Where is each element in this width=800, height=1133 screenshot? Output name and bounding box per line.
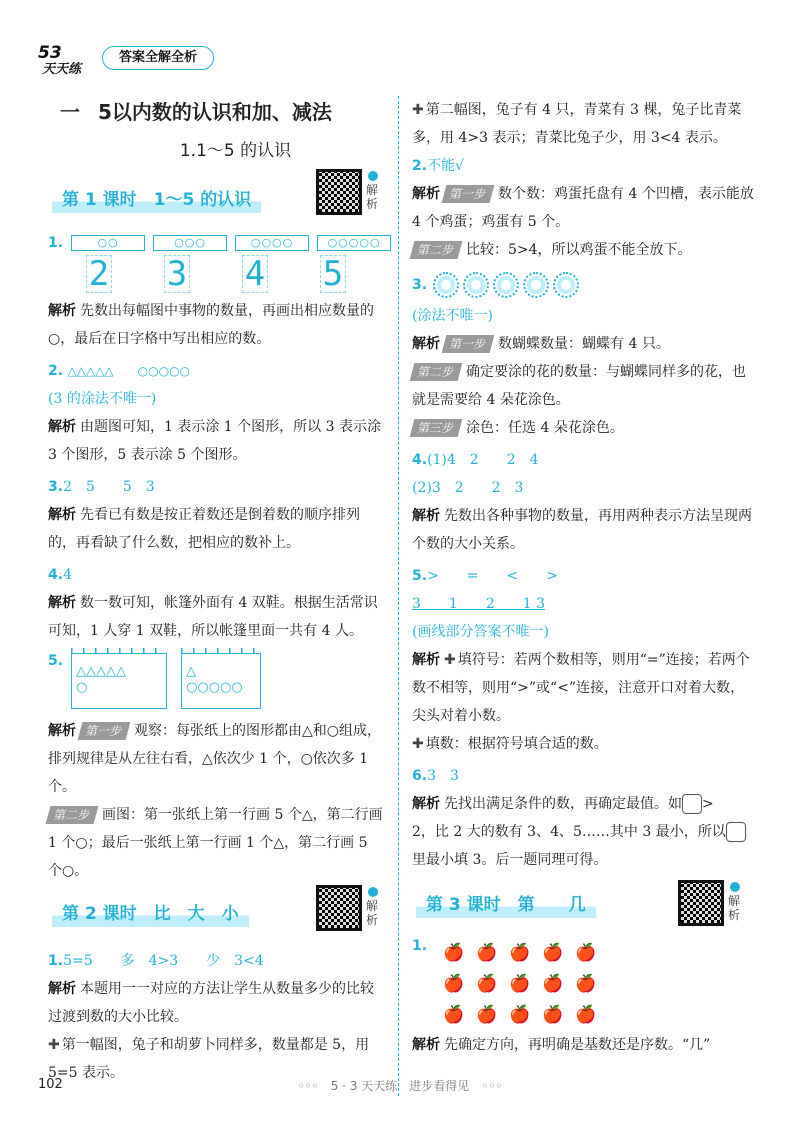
- lesson-1-header: [48, 175, 383, 233]
- analysis-label: 解析: [412, 652, 440, 668]
- bullet-icon: ✚: [412, 736, 424, 752]
- paper-sheet: [71, 653, 167, 709]
- sheet-row: ○○○○○: [186, 680, 243, 695]
- footer-slogan: ◦◦◦ 5 · 3 天天练 进步看得见 ◦◦◦: [297, 1079, 503, 1093]
- apple-icon: 🍎: [442, 1005, 465, 1025]
- analysis-label: 解析: [412, 336, 440, 352]
- analysis-label: 解析: [48, 595, 76, 611]
- apple-icon: 🍎: [541, 1005, 564, 1025]
- analysis-text: 观察：每张纸上的图形都由△和○组成，排列规律是从左往右看，△依次少 1 个，○依次多 1 个。: [48, 723, 381, 795]
- qr-label: 解析: [366, 183, 379, 211]
- question-number: 5.: [48, 653, 64, 669]
- step-badge: 第三步: [410, 419, 463, 437]
- qr-code[interactable]: [316, 885, 362, 931]
- answer-note: (3 的涂法不唯一): [48, 391, 157, 407]
- question-number: 3.: [48, 479, 64, 495]
- flower-icon: [523, 272, 549, 298]
- digit-grid: 2: [86, 255, 112, 293]
- answer-shapes: △△△△△ ○○○○○: [67, 364, 191, 378]
- left-column: [48, 96, 383, 1091]
- dot-box: ○○○○: [235, 235, 309, 251]
- apple-icon: 🍎: [574, 974, 597, 994]
- analysis-label: 解析: [48, 303, 76, 319]
- apple-icon: 🍎: [442, 974, 465, 994]
- flower-icon: [493, 272, 519, 298]
- apple-icon: 🍎: [442, 943, 465, 963]
- svg-text:天天练: 天天练: [42, 62, 82, 76]
- analysis-text: 先找出满足条件的数，再确定最值。如: [444, 796, 682, 812]
- analysis-text: 2，比 2 大的数有 3、4、5……其中 3 最小，所以: [412, 824, 726, 840]
- question-number: 1.: [412, 938, 428, 954]
- analysis-text: 先数出每幅图中事物的数量，再画出相应数量的○，最后在日字格中写出相应的数。: [48, 303, 374, 347]
- answer-note: (画线部分答案不唯一): [412, 624, 549, 640]
- qr-label: 解析: [366, 899, 379, 927]
- step-badge: 第一步: [442, 335, 495, 353]
- digit-grid: 4: [242, 255, 268, 293]
- analysis-label: 解析: [412, 1037, 440, 1053]
- lesson3-question-1: [412, 938, 754, 1059]
- answer: 5=5 多 4>3 少 3<4: [63, 953, 264, 969]
- question-number: 1.: [48, 235, 64, 251]
- answer: > = < >: [427, 568, 558, 584]
- analysis-label: 解析: [48, 981, 76, 997]
- question-2: [48, 357, 383, 469]
- apple-icon: 🍎: [508, 1005, 531, 1025]
- step-badge: 第二步: [410, 363, 463, 381]
- analysis-text: 确定要涂的花的数量：与蝴蝶同样多的花，也就是需要给 4 朵花涂色。: [412, 364, 747, 408]
- question-number: 3.: [412, 277, 428, 293]
- flower-icon: [463, 272, 489, 298]
- step-badge: 第二步: [46, 806, 99, 824]
- question-number: 4.: [412, 452, 428, 468]
- qr-code[interactable]: [678, 880, 724, 926]
- analysis-text: 先看已有数是按正着数还是倒着数的顺序排列的，再看缺了什么数，把相应的数补上。: [48, 507, 360, 551]
- digit-grid: 3: [164, 255, 190, 293]
- flower-icon: [433, 272, 459, 298]
- lesson2-question-1: [48, 947, 383, 1087]
- sheet-row: △△△△△: [76, 664, 127, 679]
- analysis-label: 解析: [412, 186, 440, 202]
- flower-icon: [553, 272, 579, 298]
- answer: 3 3: [427, 768, 459, 784]
- lesson-3-header: [412, 880, 754, 938]
- page-number: 102: [38, 1077, 63, 1092]
- apple-icon: 🍎: [475, 974, 498, 994]
- question-number: 2.: [48, 363, 64, 379]
- analysis-text: 涂色：任选 4 朵花涂色。: [466, 420, 624, 436]
- paper-sheet: [181, 653, 261, 709]
- chapter-number: 一: [60, 100, 80, 124]
- analysis-text: 第二幅图，兔子有 4 只，青菜有 3 棵，兔子比青菜多，用 4>3 表示；青菜比兔子少，用 3<4 表示。: [412, 102, 742, 146]
- analysis-text: 填符号：若两个数相等，则用“=”连接；若两个数不相等，则用“>”或“<”连接，注意开口对着大数，尖头对着小数。: [412, 652, 750, 724]
- right-column: [412, 96, 754, 1063]
- sheet-row: △: [186, 664, 197, 679]
- analysis-text: >: [702, 796, 714, 812]
- lesson-2-header: [48, 889, 383, 947]
- question-4: [48, 561, 383, 645]
- question-number: 5.: [412, 568, 428, 584]
- apple-icon: 🍎: [508, 974, 531, 994]
- answer: 2 5 5 3: [63, 479, 155, 495]
- play-icon: [368, 171, 378, 181]
- apple-icon: 🍎: [541, 974, 564, 994]
- answer-note: (涂法不唯一): [412, 308, 493, 324]
- lesson-1-title: 第 1 课时 1～5 的认识: [52, 187, 261, 213]
- question-3: [48, 473, 383, 557]
- question-1: [48, 233, 383, 353]
- sheet-row: ○: [76, 680, 88, 695]
- dot-box: ○○○: [153, 235, 227, 251]
- lesson-2-title: 第 2 课时 比 大 小: [52, 901, 249, 927]
- apple-icon: 🍎: [508, 943, 531, 963]
- lesson2-question-2: [412, 152, 754, 264]
- qr-label: 解析: [728, 894, 741, 922]
- analysis-text: 数蝴蝶数量：蝴蝶有 4 只。: [498, 336, 670, 352]
- analysis-text: 本题用一一对应的方法让学生从数量多少的比较过渡到数的大小比较。: [48, 981, 374, 1025]
- apple-icon: 🍎: [574, 1005, 597, 1025]
- apple-icon: 🍎: [574, 943, 597, 963]
- blank-box: [682, 794, 702, 814]
- analysis-text: 先确定方向，再明确是基数还是序数。“几”: [444, 1037, 711, 1053]
- question-number: 6.: [412, 768, 428, 784]
- question-5: [48, 653, 383, 885]
- question-number: 1.: [48, 953, 64, 969]
- answer: (1)4 2 2 4: [427, 452, 539, 468]
- apple-icon: 🍎: [475, 1005, 498, 1025]
- play-icon: [368, 887, 378, 897]
- analysis-text: 画图：第一张纸上第一行画 5 个△，第二行画 1 个○；最后一张纸上第一行画 1 个△，第二行画 5 个○。: [48, 807, 383, 879]
- analysis-label: 解析: [48, 723, 76, 739]
- step-badge: 第二步: [410, 241, 463, 259]
- answer: 4: [63, 567, 72, 583]
- analysis-text: 数一数可知，帐篷外面有 4 双鞋。根据生活常识可知，1 人穿 1 双鞋，所以帐篷里面一共有 4 人。: [48, 595, 378, 639]
- analysis-label: 解析: [48, 419, 76, 435]
- analysis-text: 第一幅图，兔子和胡萝卜同样多，数量都是 5，用 5=5 表示。: [48, 1037, 370, 1081]
- answer: 不能√: [427, 158, 464, 174]
- analysis-label: 解析: [48, 507, 76, 523]
- column-divider: [398, 96, 399, 1096]
- analysis-text: 数个数：鸡蛋托盘有 4 个凹槽，表示能放 4 个鸡蛋；鸡蛋有 5 个。: [412, 186, 754, 230]
- analysis-text: 先数出各种事物的数量，再用两种表示方法呈现两个数的大小关系。: [412, 508, 752, 552]
- question-number: 2.: [412, 158, 428, 174]
- digit-grid: 5: [320, 255, 346, 293]
- analysis-text: 比较：5>4，所以鸡蛋不能全放下。: [466, 242, 692, 258]
- apple-icon: 🍎: [541, 943, 564, 963]
- dot-box: ○○: [71, 235, 145, 251]
- step-badge: 第一步: [442, 185, 495, 203]
- question-number: 4.: [48, 567, 64, 583]
- apple-icon: 🍎: [475, 943, 498, 963]
- svg-text:53: 53: [38, 43, 62, 63]
- header-tag: 答案全解全析: [102, 46, 214, 70]
- brand-logo: [36, 40, 98, 76]
- answer: (2)3 2 2 3: [412, 480, 524, 496]
- chapter-title: 5以内数的认识和加、减法: [98, 100, 332, 124]
- lesson2-question-6: [412, 762, 754, 874]
- lesson2-question-4: [412, 446, 754, 558]
- lesson-3-title: 第 3 课时 第 几: [416, 892, 596, 918]
- step-badge: 第一步: [78, 722, 131, 740]
- chapter-heading: [60, 96, 383, 126]
- lesson2-question-3: [412, 268, 754, 442]
- qr-code[interactable]: [316, 169, 362, 215]
- analysis-label: 解析: [412, 508, 440, 524]
- play-icon: [730, 882, 740, 892]
- blank-box: [726, 822, 746, 842]
- bullet-icon: ✚: [412, 102, 424, 118]
- analysis-label: 解析: [412, 796, 440, 812]
- lesson2-question-5: [412, 562, 754, 758]
- bullet-icon: ✚: [48, 1037, 60, 1053]
- analysis-text: 里最小填 3。后一题同理可得。: [412, 852, 608, 868]
- bullet-icon: ✚: [444, 652, 456, 668]
- analysis-text: 由题图可知，1 表示涂 1 个图形，所以 3 表示涂 3 个图形，5 表示涂 5 个图形。: [48, 419, 381, 463]
- analysis-text: 填数：根据符号填合适的数。: [425, 736, 608, 752]
- section-title: 1.1～5 的认识: [179, 141, 292, 161]
- dot-box: ○○○○○: [317, 235, 391, 251]
- answer: 3 1 2 1 3: [412, 596, 545, 612]
